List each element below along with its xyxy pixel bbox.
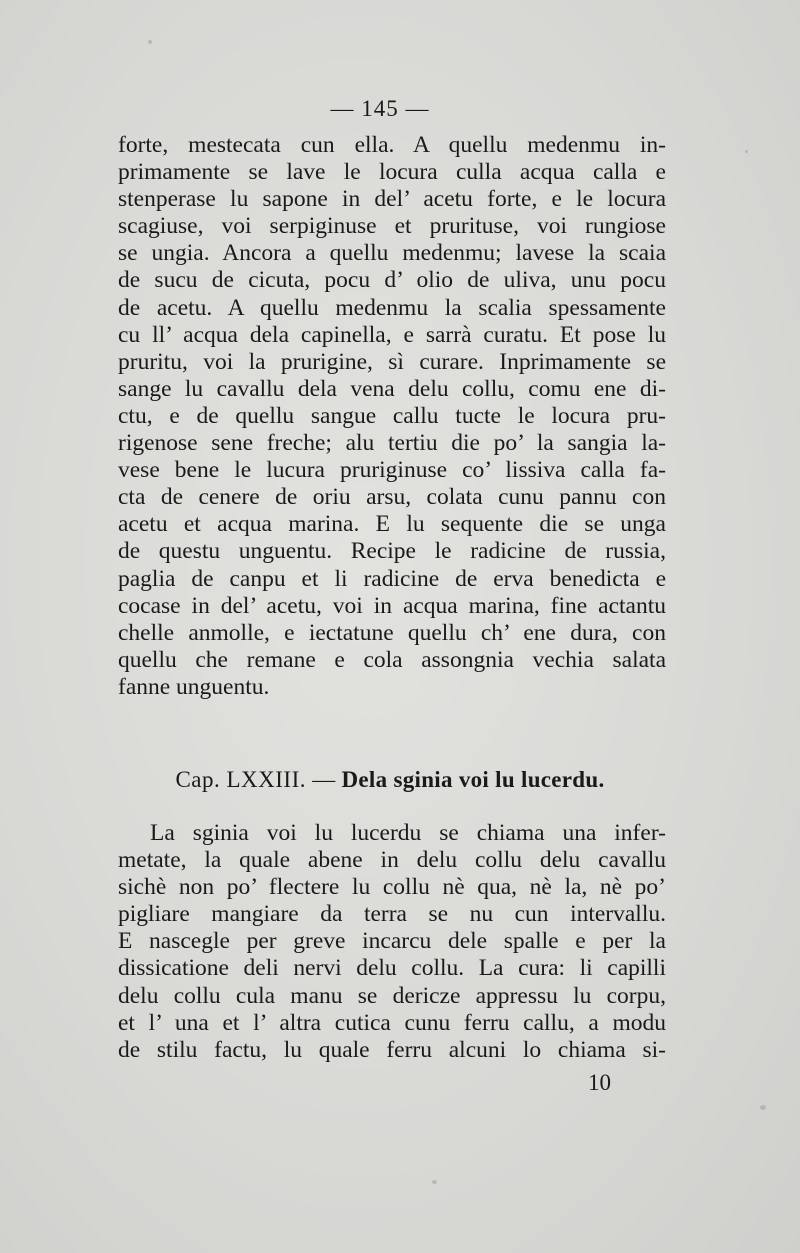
chapter-title: Dela sginia voi lu lucerdu.: [341, 767, 605, 792]
text-line: ctu, e de quellu sangue callu tucte le locura pru-: [118, 402, 666, 429]
text-line: quellu che remane e cola assongnia vechia salata: [118, 646, 666, 673]
text-line: La sginia voi lu lucerdu se chiama una infer-: [150, 820, 666, 846]
text-line: pigliare mangiare da terra se nu cun intervallu.: [118, 901, 666, 928]
text-line: dissicatione deli nervi delu collu. La cura: li capilli: [118, 955, 666, 982]
text-line: E nascegle per greve incarcu dele spalle e per la: [118, 928, 666, 955]
text-line: scagiuse, voi serpiginuse et prurituse, voi rungiose: [118, 213, 666, 240]
chapter-number: Cap. LXXIII. —: [175, 767, 336, 792]
text-line: de questu unguentu. Recipe le radicine de russia,: [118, 538, 666, 565]
paper-speck: [432, 1180, 437, 1184]
text-line: rigenose sene freche; alu tertiu die po’ la sangia la-: [118, 430, 666, 457]
text-line: de sucu de cicuta, pocu d’ olio de uliva, unu pocu: [118, 267, 666, 294]
paper-speck: [760, 1105, 766, 1110]
text-line: et l’ una et l’ altra cutica cunu ferru callu, a modu: [118, 1009, 666, 1036]
text-line: delu collu cula manu se dericze appressu lu corpu,: [118, 982, 666, 1009]
page-number: — 145 —: [330, 96, 430, 121]
text-line: de stilu factu, lu quale ferru alcuni lo chiama si-: [118, 1036, 666, 1063]
text-line: acetu et acqua marina. E lu sequente die se unga: [118, 511, 666, 538]
text-line: cu ll’ acqua dela capinella, e sarrà curatu. Et pose lu: [118, 321, 666, 348]
text-line: stenperase lu sapone in del’ acetu forte, e le locura: [118, 186, 666, 213]
text-line: sichè non po’ flectere lu collu nè qua, nè la, nè po’: [118, 874, 666, 901]
text-line: pruritu, voi la prurigine, sì curare. Inprimamente se: [118, 348, 666, 375]
signature-mark: 10: [588, 1070, 611, 1095]
text-line: chelle anmolle, e iectatune quellu ch’ ene dura, con: [118, 619, 666, 646]
text-line: de acetu. A quellu medenmu la scalia spessamente: [118, 294, 666, 321]
text-line: paglia de canpu et li radicine de erva benedicta e: [118, 565, 666, 592]
paper-speck: [148, 40, 152, 44]
text-line: vese bene le lucura pruriginuse co’ lissiva calla fa-: [118, 457, 666, 484]
text-line: metate, la quale abene in delu collu delu cavallu: [118, 847, 666, 874]
text-line: cta de cenere de oriu arsu, colata cunu pannu con: [118, 484, 666, 511]
chapter-heading: [0, 767, 780, 793]
text-line: fanne unguentu.: [118, 673, 270, 700]
paragraph-2: [118, 820, 666, 1064]
text-line: sange lu cavallu dela vena delu collu, comu ene di-: [118, 375, 666, 402]
paper-speck: [745, 150, 748, 153]
text-line: se ungia. Ancora a quellu medenmu; lavese la scaia: [118, 240, 666, 267]
text-line: cocase in del’ acetu, voi in acqua marina, fine actantu: [118, 592, 666, 619]
text-line: forte, mestecata cun ella. A quellu medenmu in-: [118, 132, 666, 158]
text-line: primamente se lave le locura culla acqua calla e: [118, 159, 666, 186]
paragraph-1: [118, 132, 666, 701]
